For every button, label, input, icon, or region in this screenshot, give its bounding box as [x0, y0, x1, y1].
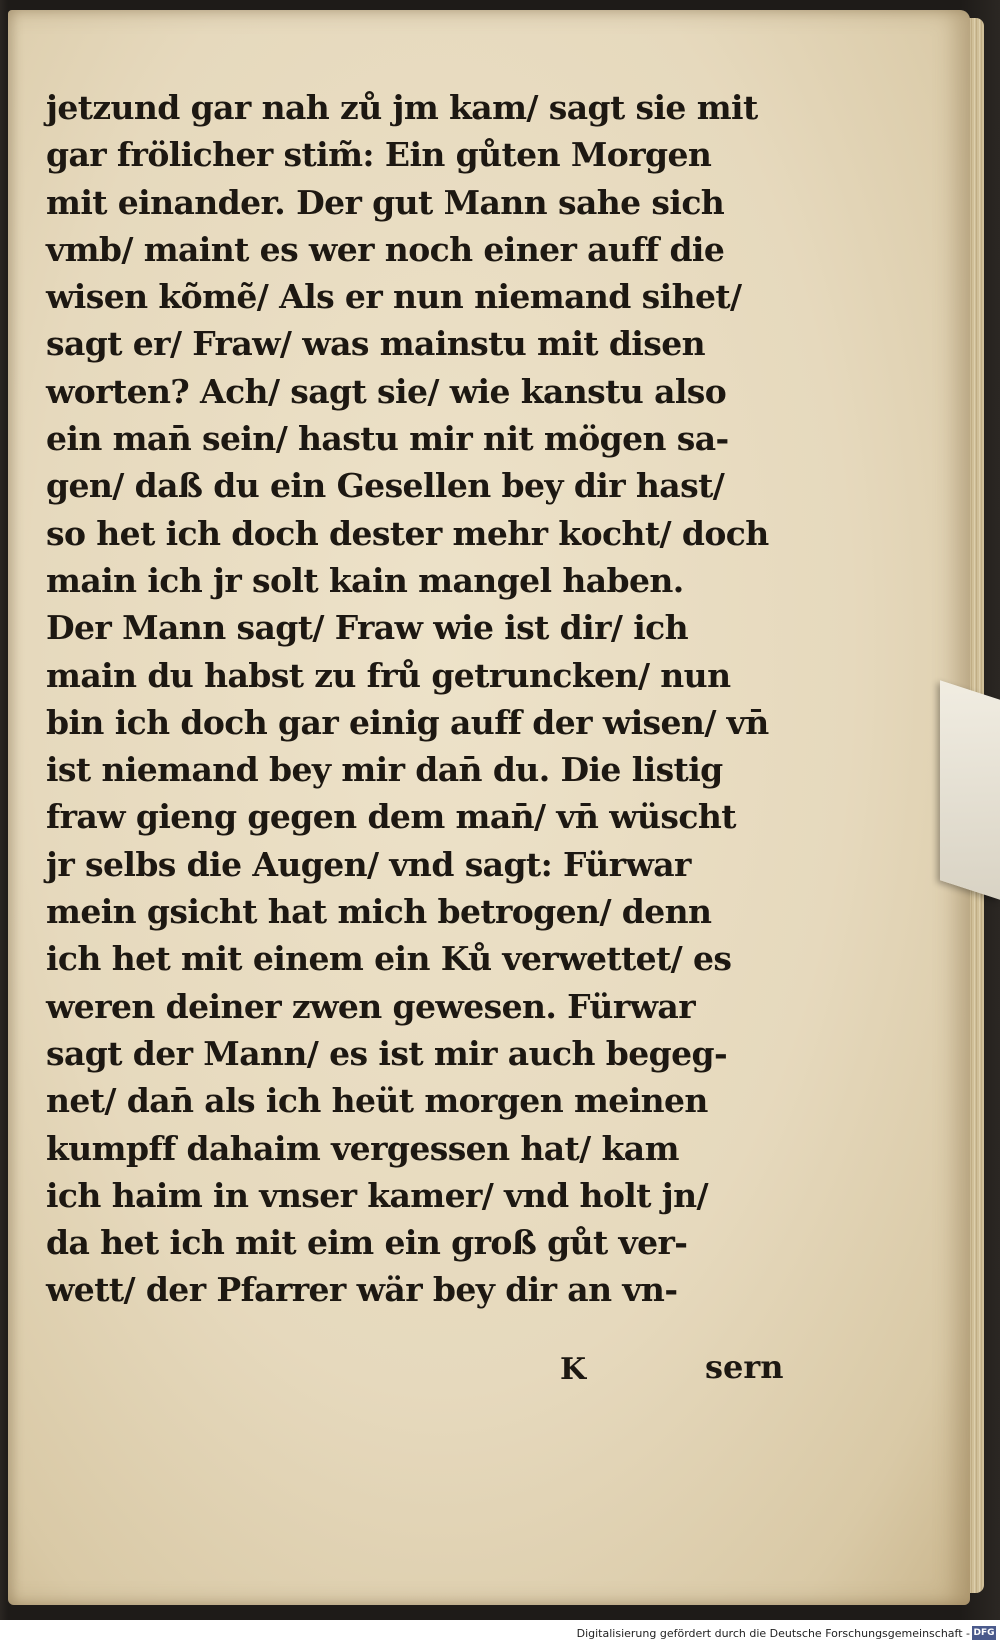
dfg-logo: DFG [973, 1628, 995, 1638]
text-line: main du habst zu frů getruncken/ nun [46, 655, 731, 695]
text-line: ein man̄ sein/ hastu mir nit mögen sa- [46, 419, 729, 459]
text-line: bin ich doch gar einig auff der wisen/ vn̄ [46, 702, 769, 742]
signature-mark: K [560, 1352, 587, 1387]
digitization-credit: Digitalisierung gefördert durch die Deutsche Forschungsgemeinschaft - [576, 1627, 970, 1640]
text-line: ich haim in vnser kamer/ vnd holt jn/ [46, 1175, 708, 1215]
text-line: wett/ der Pfarrer wär bey dir an vn- [46, 1270, 678, 1310]
text-line: fraw gieng gegen dem man̄/ vn̄ wüscht [46, 797, 736, 837]
text-line: mein gsicht hat mich betrogen/ denn [46, 892, 712, 932]
text-line: Der Mann sagt/ Fraw wie ist dir/ ich [46, 608, 689, 648]
text-line: wisen kõmẽ/ Als er nun niemand sihet/ [46, 277, 742, 317]
text-line: jr selbs die Augen/ vnd sagt: Fürwar [46, 844, 691, 884]
text-line: main ich jr solt kain mangel haben. [46, 560, 684, 600]
text-line: vmb/ maint es wer noch einer auff die [46, 229, 725, 269]
text-line: worten? Ach/ sagt sie/ wie kanstu also [46, 371, 727, 411]
text-line: gen/ daß du ein Gesellen bey dir hast/ [46, 466, 725, 506]
text-line: gar frölicher stim̃: Ein gůten Morgen [46, 135, 712, 175]
text-line: net/ dan̄ als ich heüt morgen meinen [46, 1081, 708, 1121]
text-line: sagt er/ Fraw/ was mainstu mit disen [46, 324, 706, 364]
text-line: kumpff dahaim vergessen hat/ kam [46, 1128, 679, 1168]
paper-slip [940, 680, 1000, 899]
catchword: sern [705, 1348, 784, 1386]
text-line: mit einander. Der gut Mann sahe sich [46, 182, 725, 222]
text-line: so het ich doch dester mehr kocht/ doch [46, 513, 769, 553]
text-line: ich het mit einem ein Ků verwettet/ es [46, 939, 732, 979]
text-line: sagt der Mann/ es ist mir auch begeg- [46, 1033, 728, 1073]
text-line: weren deiner zwen gewesen. Fürwar [46, 986, 695, 1026]
text-line: ist niemand bey mir dan̄ du. Die listig [46, 750, 723, 790]
text-line: da het ich mit eim ein groß gůt ver- [46, 1223, 688, 1263]
text-block [46, 84, 786, 1314]
text-line: jetzund gar nah zů jm kam/ sagt sie mit [46, 88, 758, 127]
